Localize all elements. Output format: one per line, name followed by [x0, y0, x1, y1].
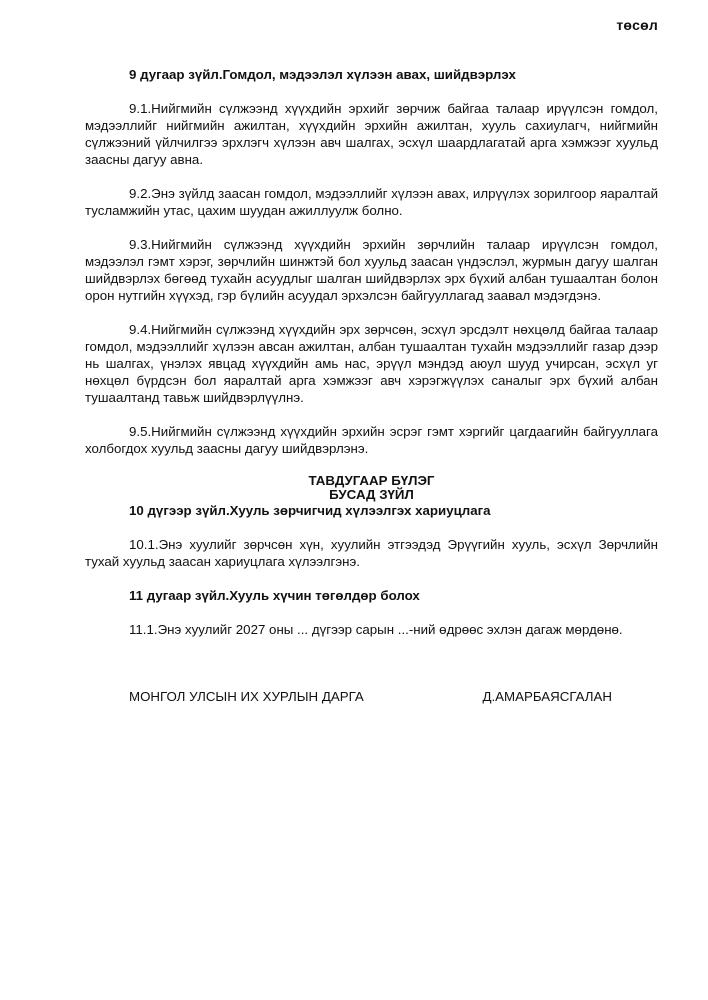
article-11-title: 11 дугаар зүйл.Хууль хүчин төгөлдөр болох [129, 588, 420, 603]
article-10-paragraph-1: 10.1.Энэ хуулийг зөрчсөн хүн, хуулийн этгээдэд Эрүүгийн хууль, эсхүл Зөрчлийн тухай хуульд заасан хариуцлага хүлээлгэнэ. [85, 537, 658, 569]
law-text [85, 66, 658, 638]
chapter-number: ТАВДУГААР БҮЛЭГ [308, 473, 435, 488]
signatory-position: МОНГОЛ УЛСЫН ИХ ХУРЛЫН ДАРГА [129, 689, 364, 704]
chapter-title: БУСАД ЗҮЙЛ [329, 487, 414, 502]
signature-block [129, 689, 612, 704]
article-10-title: 10 дүгээр зүйл.Хууль зөрчигчид хүлээлгэх хариуцлага [129, 503, 491, 518]
signatory-name: Д.АМАРБАЯСГАЛАН [482, 689, 612, 704]
article-11-paragraph-1: 11.1.Энэ хуулийг 2027 оны ... дүгээр сарын ...-ний өдрөөс эхлэн дагаж мөрдөнө. [129, 622, 623, 637]
article-9-paragraph-5: 9.5.Нийгмийн сүлжээнд хүүхдийн эрхийн эсрэг гэмт хэргийг цагдаагийн байгууллага холбогдох хуульд заасны дагуу шийдвэрлэнэ. [85, 424, 658, 456]
article-9-paragraph-3: 9.3.Нийгмийн сүлжээнд хүүхдийн эрхийн зөрчлийн талаар ирүүлсэн гомдол, мэдээлэл гэмт хэрэг, зөрчлийн шинжтэй бол хуульд заасан үндэслэл, журмын дагуу шалган шийдвэрлэх бөгөөд тухайн асуудлыг шалган шийдвэрлэх эрх бүхий албан тушаалтан болон орон нутгийн хүүхэд, гэр бүлийн асуудал эрхэлсэн байгууллагад заавал мэдэгдэнэ. [85, 237, 658, 303]
chapter-heading [85, 474, 658, 502]
article-9-paragraph-1: 9.1.Нийгмийн сүлжээнд хүүхдийн эрхийг зөрчиж байгаа талаар ирүүлсэн гомдол, мэдээллийг нийгмийн ажилтан, хүүхдийн эрхийн ажилтан, хууль сахиулагч, нийгмийн сүлжээний үйлчилгээ эрхлэгч хүлээн авч шалгах, эсхүл шаардлагатай арга хэмжээг хуульд заасны дагуу авна. [85, 101, 658, 167]
draft-mark: төсөл [616, 17, 658, 33]
article-9-paragraph-2: 9.2.Энэ зүйлд заасан гомдол, мэдээллийг хүлээн авах, илрүүлэх зорилгоор яаралтай тусламжийн утас, цахим шуудан ажиллуулж болно. [85, 186, 658, 218]
article-9-paragraph-4: 9.4.Нийгмийн сүлжээнд хүүхдийн эрх зөрчсөн, эсхүл эрсдэлт нөхцөлд байгаа талаар гомдол, мэдээллийг хүлээн авсан ажилтан, албан тушаалтан тухайн мэдээллийг газар дээр нь шалгах, үнэлэх явцад хүүхдийн амь нас, эрүүл мэндэд аюул шууд учирсан, эсхүл уг нөхцөл бүрдсэн бол яаралтай арга хэмжээг авч хэрэгжүүлэх саналыг эрх бүхий албан тушаалтанд тавьж шийдвэрлүүлнэ. [85, 322, 658, 405]
article-9-title: 9 дугаар зүйл.Гомдол, мэдээлэл хүлээн авах, шийдвэрлэх [129, 67, 516, 82]
